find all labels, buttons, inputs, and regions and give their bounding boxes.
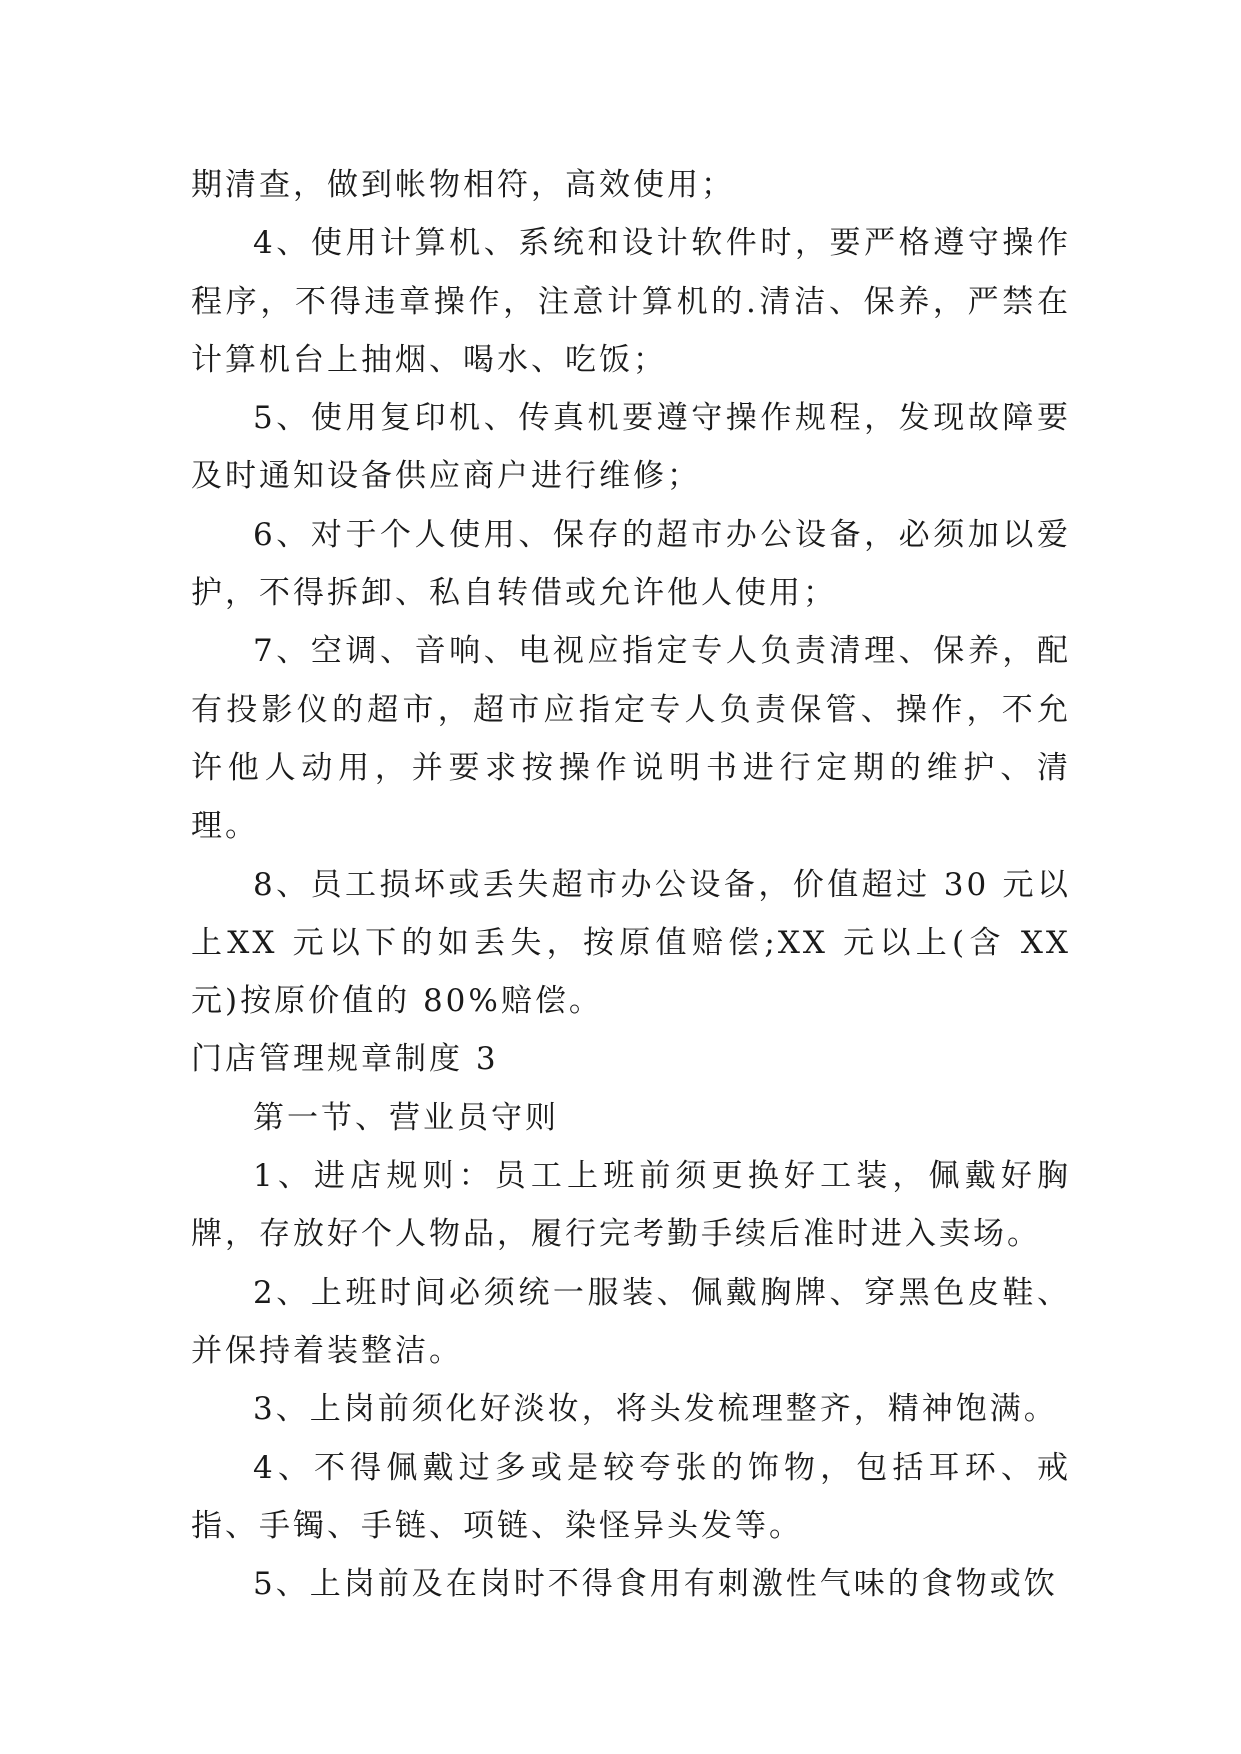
document-body	[191, 156, 1071, 1613]
paragraph-continuation: 期清查，做到帐物相符，高效使用；	[191, 167, 735, 203]
paragraph-rule-1: 1、进店规则：员工上班前须更换好工装，佩戴好胸牌，存放好个人物品，履行完考勤手续后准时进入卖场。	[191, 1158, 1071, 1253]
paragraph-rule-4: 4、不得佩戴过多或是较夸张的饰物，包括耳环、戒指、手镯、手链、项链、染怪异头发等。	[191, 1449, 1071, 1544]
paragraph-item-8: 8、员工损坏或丢失超市办公设备，价值超过 30 元以上XX 元以下的如丢失，按原值赔偿;XX 元以上(含 XX 元)按原价值的 80%赔偿。	[191, 866, 1071, 1020]
paragraph-item-4: 4、使用计算机、系统和设计软件时，要严格遵守操作程序，不得违章操作，注意计算机的.清洁、保养，严禁在计算机台上抽烟、喝水、吃饭；	[191, 225, 1071, 378]
subsection-title: 第一节、营业员守则	[253, 1099, 559, 1136]
paragraph-rule-2: 2、上班时间必须统一服装、佩戴胸牌、穿黑色皮鞋、并保持着装整洁。	[191, 1274, 1071, 1369]
paragraph-item-7: 7、空调、音响、电视应指定专人负责清理、保养，配有投影仪的超市，超市应指定专人负责保管、操作，不允许他人动用，并要求按操作说明书进行定期的维护、清理。	[191, 633, 1071, 845]
paragraph-rule-5: 5、上岗前及在岗时不得食用有刺激性气味的食物或饮	[253, 1566, 1058, 1603]
paragraph-rule-3: 3、上岗前须化好淡妆，将头发梳理整齐，精神饱满。	[253, 1391, 1058, 1428]
section-title: 门店管理规章制度 3	[191, 1041, 499, 1078]
paragraph-item-6: 6、对于个人使用、保存的超市办公设备，必须加以爱护，不得拆卸、私自转借或允许他人使用；	[191, 516, 1071, 612]
paragraph-item-5: 5、使用复印机、传真机要遵守操作规程，发现故障要及时通知设备供应商户进行维修；	[191, 400, 1071, 495]
